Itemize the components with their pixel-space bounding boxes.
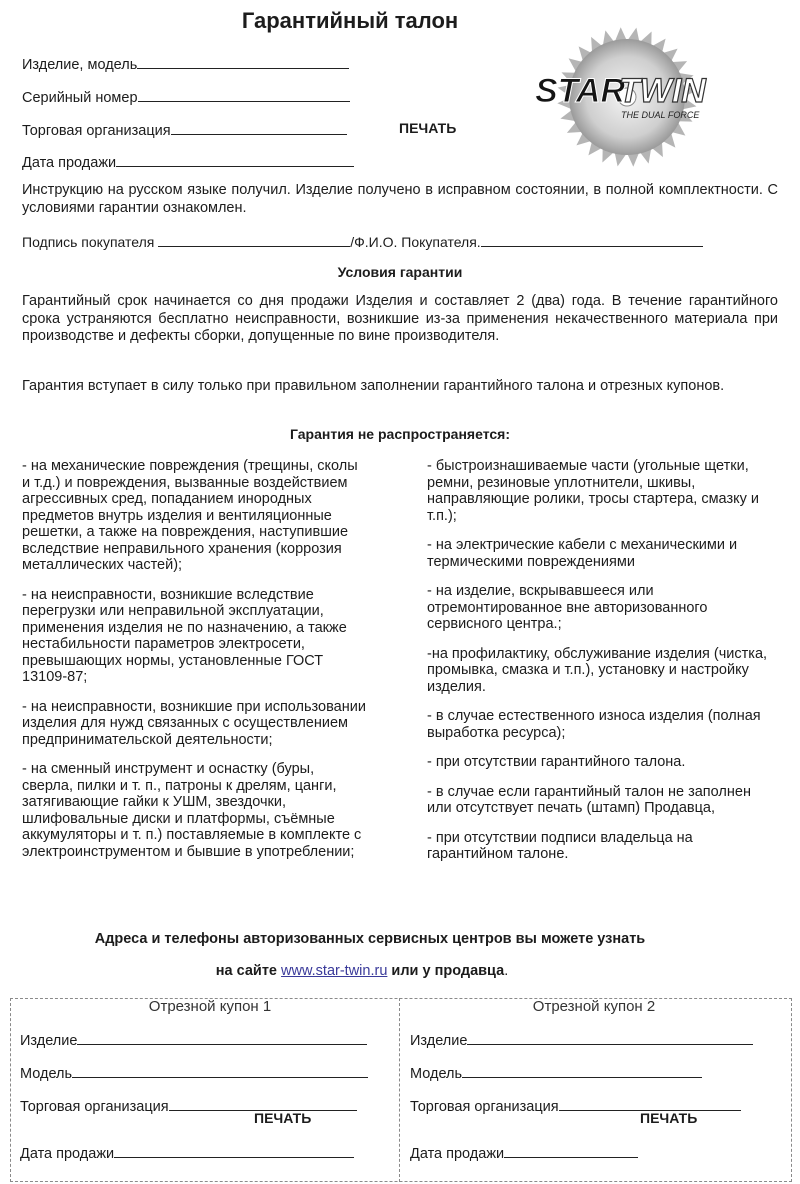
star-twin-logo (515, 22, 725, 172)
exclusion-item: - в случае если гарантийный талон не заполнен или отсутствует печать (штамп) Продавца, (427, 783, 751, 816)
coupon-2-model-field[interactable]: Модель (410, 1063, 702, 1082)
coupon-2-title: Отрезной купон 2 (532, 998, 656, 1015)
logo-twin-text: TWIN (619, 72, 706, 110)
exclusion-item: -на профилактику, обслуживание изделия (чистка, промывка, смазка и т.п.), установку и настройку изделия. (427, 645, 768, 695)
exclusion-item: - при отсутствии подписи владельца на гарантийном талоне. (427, 829, 693, 862)
coupon-2-sale-date-line[interactable] (504, 1143, 638, 1158)
coupon-1-stamp-label: ПЕЧАТЬ (254, 1110, 312, 1126)
coupon-1-sale-date-line[interactable] (114, 1143, 354, 1158)
coupon-2-product-line[interactable] (467, 1030, 753, 1045)
service-line-1: Адреса и телефоны авторизованных сервисных центров вы можете узнать (94, 931, 646, 947)
sale-date-line[interactable] (116, 152, 354, 167)
coupon-2-sale-date-field[interactable]: Дата продажи (410, 1143, 638, 1162)
field-sale-date[interactable]: Дата продажи (22, 152, 354, 171)
exclusions-left-column (22, 458, 367, 873)
buyer-name-line[interactable] (481, 232, 703, 247)
coupon-1-trade-org-field[interactable]: Торговая организация (20, 1096, 357, 1115)
page-title: Гарантийный талон (241, 8, 459, 33)
exclusions-heading: Гарантия не распространяется: (290, 426, 510, 442)
conditions-paragraph-2: Гарантия вступает в силу только при правильном заполнении гарантийного талона и отрезных купонов. (22, 378, 725, 394)
coupon-1-product-line[interactable] (77, 1030, 367, 1045)
saw-blade-icon (515, 22, 725, 172)
service-line-2: на сайте www.star-twin.ru или у продавца. (215, 963, 509, 979)
product-model-line[interactable] (137, 54, 349, 69)
coupon-2-trade-org-field[interactable]: Торговая организация (410, 1096, 741, 1115)
exclusions-right-column (427, 458, 777, 876)
coupon-1-trade-org-line[interactable] (169, 1096, 357, 1111)
coupon-2-model-line[interactable] (462, 1063, 702, 1078)
service-website-link[interactable]: www.star-twin.ru (281, 963, 388, 979)
acknowledgement-text: Инструкцию на русском языке получил. Изделие получено в исправном состоянии, в полной комплектности. С условиями гарантии ознакомлен. (22, 182, 778, 216)
logo-tagline: THE DUAL FORCE (621, 110, 700, 120)
exclusion-item: - на сменный инструмент и оснастку (буры, сверла, пилки и т. п., патроны к дрелям, цанги, затягивающие гайки к УШМ, звездочки, шлифовальные диски и платформы, съёмные аккумуляторы и т. п.) поставляемые в комплекте с электроинструментом и бывшие в употреблении; (22, 761, 362, 860)
coupon-1-sale-date-field[interactable]: Дата продажи (20, 1143, 354, 1162)
field-signature[interactable]: Подпись покупателя /Ф.И.О. Покупателя. (22, 232, 703, 250)
coupon-1-product-field[interactable]: Изделие (20, 1030, 367, 1049)
coupon-1-title: Отрезной купон 1 (148, 998, 272, 1015)
exclusion-item: - на механические повреждения (трещины, сколы и т.д.) и повреждения, вызванные воздействием агрессивных сред, попаданием инородных предметов внутрь изделия и вентиляционные решетки, а также на повреждения, наступившие вследствие неправильного хранения (коррозия металлических частей); (22, 458, 358, 573)
buyer-signature-line[interactable] (158, 232, 350, 247)
stamp-label: ПЕЧАТЬ (399, 120, 457, 136)
exclusion-item: - на изделие, вскрывавшееся или отремонтированное вне авторизованного сервисного центра.; (427, 583, 708, 632)
coupon-1-model-field[interactable]: Модель (20, 1063, 368, 1082)
field-serial-number[interactable]: Серийный номер (22, 87, 350, 106)
exclusion-item: - быстроизнашиваемые части (угольные щетки, ремни, резиновые уплотнители, шкивы, направляющие ролики, тросы стартера, смазку и т.п.); (427, 458, 759, 524)
serial-number-line[interactable] (138, 87, 350, 102)
logo-star-text: STAR (535, 72, 626, 110)
trade-org-line[interactable] (171, 120, 347, 135)
exclusion-item: - в случае естественного износа изделия (полная выработка ресурса); (427, 708, 761, 741)
exclusion-item: - при отсутствии гарантийного талона. (427, 754, 686, 770)
coupons-divider (399, 998, 400, 1182)
coupon-1-model-line[interactable] (72, 1063, 368, 1078)
coupon-2-trade-org-line[interactable] (559, 1096, 741, 1111)
field-trade-organization[interactable]: Торговая организация (22, 120, 347, 139)
field-product-model[interactable]: Изделие, модель (22, 54, 349, 73)
exclusion-item: - на неисправности, возникшие вследствие перегрузки или неправильной эксплуатации, применения изделия не по назначению, а также нестабильности параметров электросети, превышающих нормы, установленные ГОСТ 13109-87; (22, 586, 347, 685)
exclusion-item: - на неисправности, возникшие при использовании изделия для нужд связанных с осуществлением предпринимательской деятельности; (22, 698, 366, 748)
exclusion-item: - на электрические кабели с механическими и термическими повреждениями (427, 537, 738, 570)
conditions-paragraph-1: Гарантийный срок начинается со дня продажи Изделия и составляет 2 (два) года. В течение гарантийного срока устраняются бесплатно неисправности, возникшие из-за применения некачественного материала при производстве и дефекты сборки, допущенные по вине производителя. (22, 293, 778, 344)
coupon-2-product-field[interactable]: Изделие (410, 1030, 753, 1049)
coupon-2-stamp-label: ПЕЧАТЬ (640, 1110, 698, 1126)
conditions-heading: Условия гарантии (337, 264, 463, 280)
